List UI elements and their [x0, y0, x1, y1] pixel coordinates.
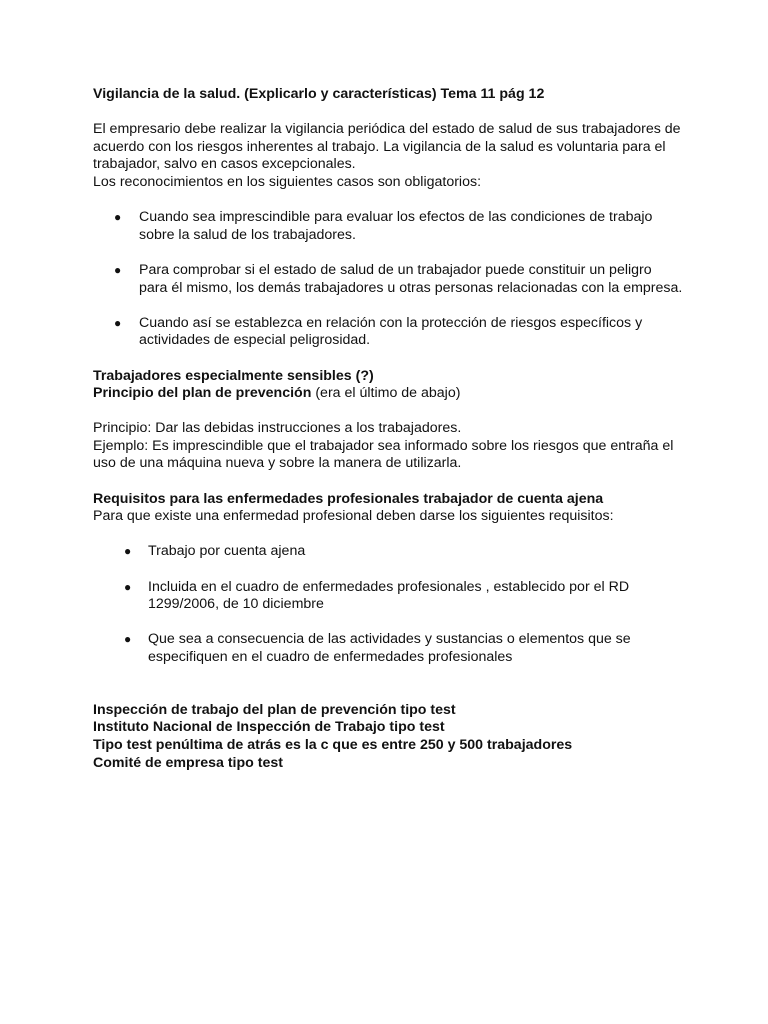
section-heading-requirements: Requisitos para las enfermedades profesionales trabajador de cuenta ajena	[93, 490, 604, 507]
list-item	[93, 262, 683, 297]
bullet-icon: ●	[124, 544, 132, 559]
final-note: Inspección de trabajo del plan de prevención tipo test	[93, 701, 456, 718]
final-note: Instituto Nacional de Inspección de Trabajo tipo test	[93, 719, 445, 736]
list-item-text: Trabajo por cuenta ajena	[148, 543, 306, 560]
spacer	[93, 350, 683, 368]
final-note: Tipo test penúltima de atrás es la c que es entre 250 y 500 trabajadores	[93, 736, 573, 753]
bullet-icon: ●	[124, 579, 132, 594]
section-heading-health-surveillance: Vigilancia de la salud. (Explicarlo y características) Tema 11 pág 12	[93, 86, 545, 102]
bullet-icon: ●	[114, 210, 122, 225]
spacer	[93, 667, 683, 685]
requirements-list	[93, 543, 683, 666]
example-text: Ejemplo: Es imprescindible que el trabajador sea informado sobre los riesgos que entraña el uso de una máquina nueva y sobre la manera de utilizarla.	[93, 437, 674, 472]
requirements-intro: Para que existe una enfermedad profesional deben darse los siguientes requisitos:	[93, 508, 614, 525]
list-item	[93, 543, 683, 561]
list-item-text: Incluida en el cuadro de enfermedades profesionales , establecido por el RD 1299/2006, de 10 diciembre	[148, 578, 630, 613]
spacer	[93, 473, 683, 491]
list-item-text: Que sea a consecuencia de las actividades y sustancias o elementos que se especifiquen en el cuadro de enfermedades profesionales	[148, 631, 631, 665]
mandatory-cases-list	[93, 209, 683, 350]
bullet-icon: ●	[124, 632, 132, 647]
list-item-text: Cuando así se establezca en relación con la protección de riesgos específicos y actividades de especial peligrosidad.	[139, 314, 643, 349]
list-item-text: Cuando sea imprescindible para evaluar los efectos de las condiciones de trabajo sobre la salud de los trabajadores.	[139, 209, 653, 243]
spacer	[93, 684, 683, 702]
list-item	[93, 631, 683, 666]
bullet-icon: ●	[114, 262, 122, 277]
spacer	[93, 104, 683, 122]
prevention-principle-line	[93, 385, 683, 403]
spacer	[93, 526, 683, 544]
principle-text: Principio: Dar las debidas instrucciones a los trabajadores.	[93, 420, 462, 437]
prevention-principle-note: (era el último de abajo)	[311, 385, 461, 402]
final-note: Comité de empresa tipo test	[93, 754, 284, 771]
list-item	[93, 579, 683, 614]
intro-mandatory-line: Los reconocimientos en los siguientes casos son obligatorios:	[93, 173, 482, 190]
spacer	[93, 403, 683, 421]
spacer	[93, 192, 683, 210]
section-heading-sensitive-workers: Trabajadores especialmente sensibles (?)	[93, 367, 374, 384]
list-item	[93, 209, 683, 244]
bullet-icon: ●	[114, 315, 122, 330]
intro-paragraph: El empresario debe realizar la vigilancia periódica del estado de salud de sus trabajadores de acuerdo con los riesgos inherentes al trabajo. La vigilancia de la salud es voluntaria para el trabajador, salvo en casos excepcionales.	[93, 121, 681, 173]
section-heading-prevention-principle: Principio del plan de prevención	[93, 385, 312, 402]
document-page	[93, 86, 683, 772]
list-item	[93, 315, 683, 350]
list-item-text: Para comprobar si el estado de salud de un trabajador puede constituir un peligro para él mismo, los demás trabajadores u otras personas relacionadas con la empresa.	[139, 261, 683, 296]
